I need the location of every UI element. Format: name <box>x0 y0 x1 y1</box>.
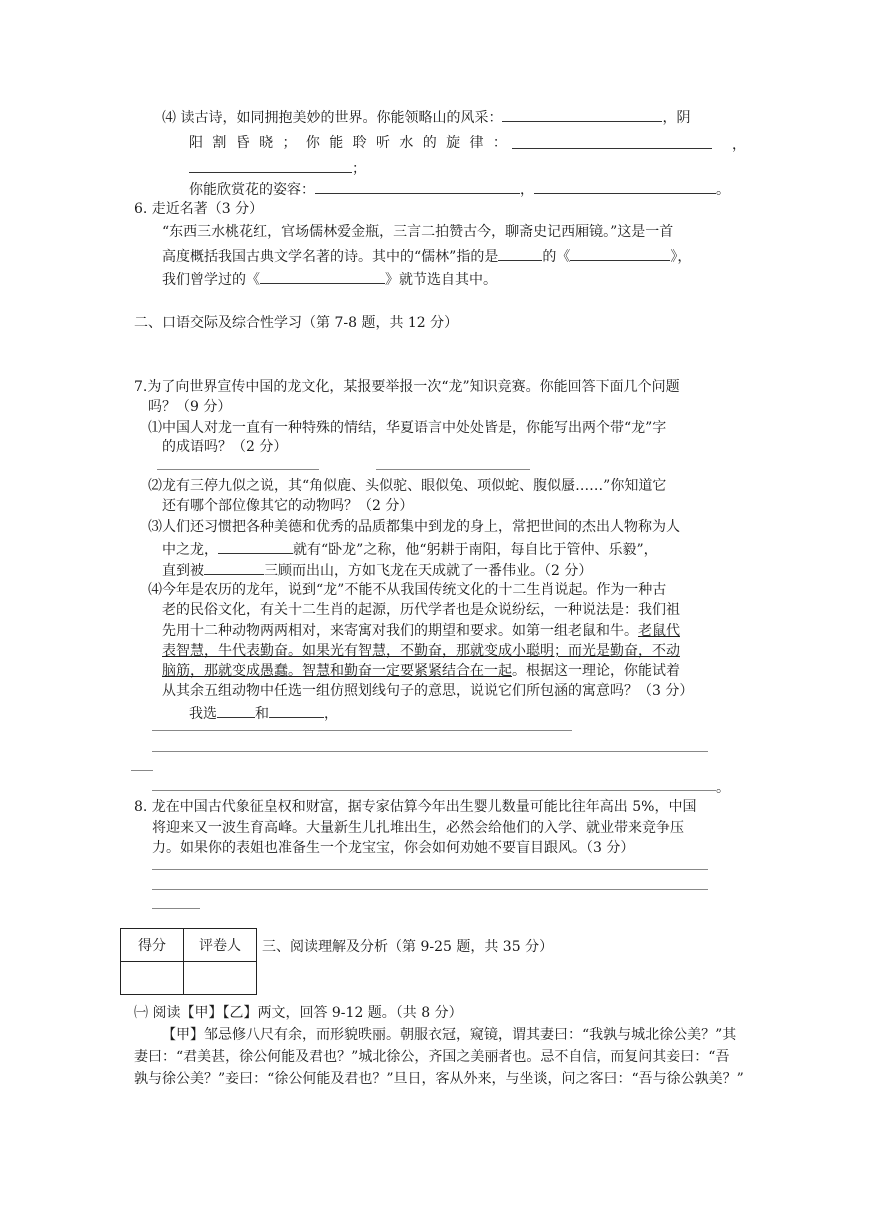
q7-sub3-line3-text: 直到被 <box>162 563 204 579</box>
q7-sub4-line7 <box>189 702 338 724</box>
q6-line1: “东西三水桃花红，官场儒林爱金瓶，三言二拍赞古今，聊斋史记西厢镜。”这是一首 <box>162 224 674 240</box>
char: 晓 <box>259 135 274 151</box>
answer-line[interactable] <box>152 751 708 752</box>
answer-line[interactable] <box>152 730 572 731</box>
q6-line3 <box>162 268 497 290</box>
q6-line2 <box>162 245 691 267</box>
q7-line1: 7.为了向世界宣传中国的龙文化，某报要举报一次“龙”知识竞赛。你能回答下面几个问题 <box>134 379 680 395</box>
char: 你 <box>305 135 320 151</box>
score-table <box>120 928 257 995</box>
q8-line2: 将迎来又一波生育高峰。大量新生儿扎堆出生，必然会给他们的入学、就业带来竞争压 <box>152 820 684 836</box>
answer-blank[interactable] <box>189 157 352 173</box>
section3-title: 三、阅读理解及分析（第 9-25 题，共 35 分） <box>262 939 554 955</box>
section2-title: 二、口语交际及综合性学习（第 7-8 题，共 12 分） <box>134 315 459 331</box>
underlined-sentence: 脑筋，那就变成愚蠢。智慧和勤奋一定要紧紧结合在一起 <box>162 663 512 679</box>
underlined-sentence: 表智慧，牛代表勤奋。如果光有智慧，不勤奋，那就变成小聪明；而光是勤奋，不动 <box>162 643 680 659</box>
q7-sub4-choose: 我选 <box>189 706 217 722</box>
grader-header: 评卷人 <box>184 929 257 962</box>
reading-intro: ㈠ 阅读【甲】【乙】两文，回答 9-12 题。（共 8 分） <box>134 1005 463 1021</box>
q7-sub4-and: 和 <box>255 706 269 722</box>
answer-blank[interactable] <box>269 702 324 718</box>
char: 阳 <box>189 135 203 151</box>
char: 旋 <box>446 135 461 151</box>
q4-line1 <box>162 106 690 128</box>
q7-sub3-line2-rest: 就有“卧龙”之称，他“躬耕于南阳，每自比于管仲、乐毅”， <box>293 542 658 558</box>
answer-blank[interactable] <box>218 538 293 554</box>
score-header: 得分 <box>121 929 184 962</box>
q7-sub3-line3-rest: 三顾而出山，方如飞龙在天成就了一番伟业。（2 分） <box>264 563 593 579</box>
answer-blank[interactable] <box>570 245 670 261</box>
answer-line[interactable] <box>152 869 708 870</box>
q4-line4 <box>189 178 730 200</box>
q4-line2-end: ， <box>732 137 746 153</box>
q6-line2-end: 》， <box>670 249 692 265</box>
q7-line2: 吗？（9 分） <box>148 399 232 415</box>
q6-line3-text: 我们曾学过的《 <box>162 272 260 288</box>
char: 聆 <box>352 135 367 151</box>
char: 律 <box>469 135 484 151</box>
q4-line3-end: ； <box>352 161 366 177</box>
q7-sub3-line3 <box>162 559 592 581</box>
answer-blank[interactable] <box>260 268 385 284</box>
q7-sub3-line2-text: 中之龙， <box>162 542 218 558</box>
q7-sub3-line2 <box>162 538 658 560</box>
q4-line2-spaced <box>189 133 507 153</box>
q4-line4-end: 。 <box>716 182 730 198</box>
q8-line3: 力。如果你的表姐也准备生一个龙宝宝，你会如何劝她不要盲目跟风。（3 分） <box>152 840 635 856</box>
reading-p3: 孰与徐公美？”妾曰：“徐公何能及君也？”旦日，客从外来，与坐谈，问之客曰：“吾与徐公孰美？” <box>134 1071 744 1087</box>
q8-line1: 8. 龙在中国古代象征皇权和财富，据专家估算今年出生婴儿数量可能比往年高出 5%，中国 <box>134 799 697 815</box>
q4-line4-text: 你能欣赏花的姿容： <box>189 182 315 198</box>
char: 水 <box>399 135 414 151</box>
grader-cell[interactable] <box>184 962 257 995</box>
q7-sub2-line1: ⑵龙有三停九似之说，其“角似鹿、头似驼、眼似兔、项似蛇、腹似蜃……”你知道它 <box>148 478 667 494</box>
answer-line[interactable] <box>131 770 153 771</box>
q7-sub4-line3 <box>162 621 680 641</box>
answer-blank[interactable] <box>217 702 255 718</box>
q7-sub1-line1: ⑴中国人对龙一直有一种特殊的情结，华夏语言中处处皆是，你能写出两个带“龙”字 <box>148 420 667 436</box>
q6-title: 6. 走近名著（3 分） <box>134 201 264 217</box>
q7-sub2-line2: 还有哪个部位像其它的动物吗？（2 分） <box>162 498 414 514</box>
q7-sub4-line5-rest: 。根据这一理论，你能试着 <box>512 663 680 679</box>
answer-line[interactable] <box>152 889 708 890</box>
q7-sub4-line6: 从其余五组动物中任选一组仿照划线句子的意思，说说它们所包涵的寓意吗？（3 分） <box>162 683 694 699</box>
answer-blank[interactable] <box>498 245 542 261</box>
char: ： <box>492 135 507 151</box>
q7-sub4-comma: ， <box>324 706 338 722</box>
underlined-sentence: 老鼠代 <box>638 623 680 639</box>
answer-blank[interactable] <box>204 559 264 575</box>
q4-line4-mid: ， <box>520 182 534 198</box>
char: 昏 <box>235 135 250 151</box>
reading-p2: 妻曰：“君美甚，徐公何能及君也？”城北徐公，齐国之美丽者也。忌不自信，而复问其妾曰：“吾 <box>134 1049 730 1065</box>
q6-line2-mid: 的《 <box>542 249 571 265</box>
char: 割 <box>212 135 227 151</box>
answer-line[interactable] <box>152 908 200 909</box>
q7-sub4-line3-text: 先用十二种动物两两相对，来寄寓对我们的期望和要求。如第一组老鼠和牛。 <box>162 623 638 639</box>
q6-line2-text: 高度概括我国古典文学名著的诗。其中的“儒林”指的是 <box>162 249 499 265</box>
reading-p1: 【甲】邹忌修八尺有余，而形貌昳丽。朝服衣冠，窥镜，谓其妻曰：“我孰与城北徐公美？”其 <box>162 1027 737 1043</box>
answer-blank[interactable] <box>315 178 520 194</box>
char: 听 <box>376 135 390 151</box>
q7-sub4-line2: 老的民俗文化，有关十二生肖的起源，历代学者也是众说纷纭，一种说法是：我们祖 <box>162 602 680 618</box>
score-cell[interactable] <box>121 962 184 995</box>
answer-blank[interactable] <box>512 133 712 149</box>
q6-line3-end: 》就节选自其中。 <box>385 272 497 288</box>
answer-blank[interactable] <box>502 106 662 122</box>
char: ； <box>282 135 297 151</box>
q7-end-mark: 。 <box>716 780 730 796</box>
q7-sub3-line1: ⑶人们还习惯把各种美德和优秀的品质都集中到龙的身上，常把世间的杰出人物称为人 <box>148 519 680 535</box>
answer-blank[interactable] <box>534 178 716 194</box>
q7-sub4-line5 <box>162 661 680 681</box>
answer-line[interactable] <box>152 790 716 791</box>
q4-line1-end: ，阴 <box>662 110 691 126</box>
answer-line[interactable] <box>157 469 319 470</box>
char: 能 <box>329 135 344 151</box>
q4-line3 <box>189 157 366 179</box>
q7-sub1-line2: 的成语吗？（2 分） <box>162 439 288 455</box>
answer-line[interactable] <box>376 469 530 470</box>
char: 的 <box>422 135 437 151</box>
q7-sub4-line1: ⑷今年是农历的龙年，说到“龙”不能不从我国传统文化的十二生肖说起。作为一种古 <box>148 582 667 598</box>
q4-line1-text: ⑷ 读古诗，如同拥抱美妙的世界。你能领略山的风采： <box>162 110 503 126</box>
q4-line2-tail <box>512 133 746 155</box>
